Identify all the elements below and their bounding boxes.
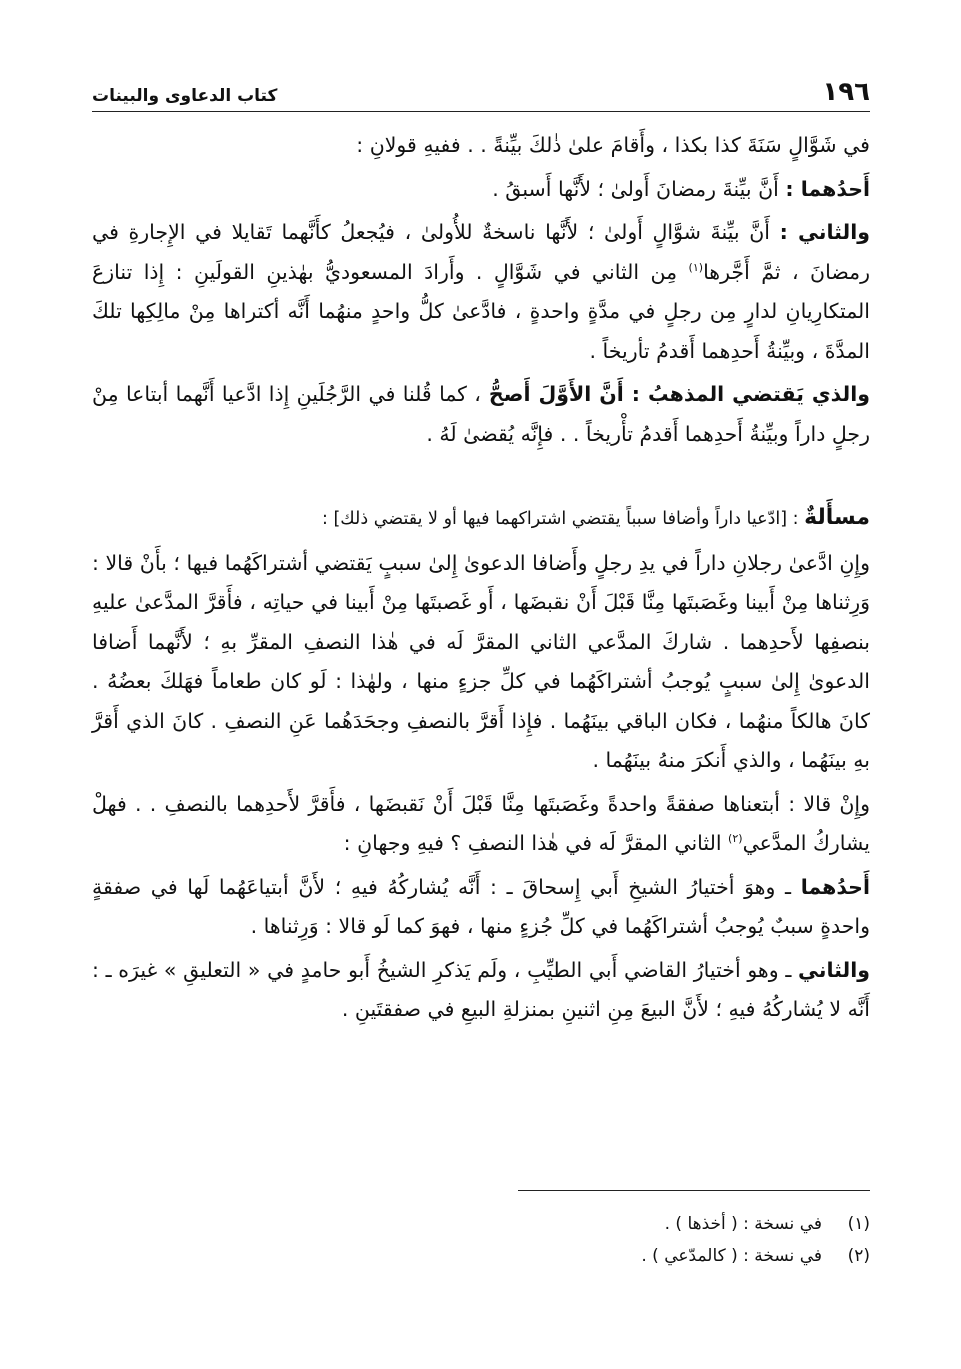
paragraph-text: مِن الثاني في شَوَّالٍ . وأَرادَ المسعوديُّ بهٰذينِ القولَينِ : إِذا تنازعَ المتكارِيانِ لدارٍ مِن رجلٍ في مدَّةٍ واحدةٍ ، فادَّعىٰ كلُّ واحدٍ منهُما أَنَّه أكتراها مِنْ مالِكِها تلكَ المدَّةَ ، وبيِّنةُ أَحدِهما أَقدمُ تأريخاً .	[92, 259, 870, 363]
paragraph	[92, 126, 870, 166]
paragraph	[92, 951, 870, 1030]
paragraph-text: الثاني المقرَّ لَه في هٰذا النصفِ ؟ فيهِ وجهانِ :	[343, 831, 729, 855]
paragraph-text: أَنَّ بيِّنةَ رمضانَ أَولىٰ ؛ لأَنَّها أَسبقُ .	[492, 176, 786, 201]
footnote-number: (١)	[847, 1214, 870, 1234]
footnote-divider	[518, 1190, 870, 1191]
footnote	[92, 1240, 870, 1272]
paragraph	[92, 213, 870, 371]
paragraph-text: أَنَّ بيِّنةَ شوَّالٍ أَولىٰ ؛ لأَنَّها ناسخةٌ للأُولىٰ ، فيُجعلُ كأَنَّهما تَقايلا في الإِجارةِ في رمضانَ ، ثمَّ أَجَّرها	[92, 220, 870, 284]
footnotes	[92, 1208, 870, 1272]
masala-title: : [ادّعيا داراً وأضافا سبباً يقتضي اشتراكهما فيها أو لا يقتضي ذلك] :	[322, 509, 805, 529]
paragraph-lead: والذي يَقتضي المذهبُ :	[631, 382, 870, 406]
footnote-ref: (١)	[688, 260, 704, 274]
footnote-text: في نسخة : ( كالمدّعي ) .	[641, 1246, 822, 1266]
paragraph	[92, 170, 870, 210]
footnote	[92, 1208, 870, 1240]
paragraph-text: وإِنْ قالا : أبتعناها صفقةً واحدةً وغَصَبتَها مِنَّا قَبْلَ أَنْ نَقبضَها ، فأَقرَّ لأَحدِهما بالنصفِ . . فهلْ يشاركُ المدَّعي	[92, 791, 870, 855]
paragraph-lead: أَحدُهما :	[785, 176, 870, 201]
paragraph	[92, 868, 870, 947]
paragraph-text: ـ وهو أختيارُ القاضي أَبي الطيِّبِ ، ولَم يَذكرِ الشيخُ أَبو حامدٍ في « التعليقِ » غيرَه ـ : أَنَّه لا يُشاركُهُ فيهِ ؛ لأَنَّ البيعَ مِنِ اثنينِ بمنزلةِ البيعِ في صفقتَينِ .	[92, 957, 870, 1021]
section-heading	[92, 498, 870, 540]
paragraph-bold: أَنَّ الأَوَّلَ أَصحُّ	[480, 382, 632, 406]
paragraph-lead: والثاني	[798, 957, 870, 982]
footnote-ref: (٢)	[728, 832, 743, 846]
paragraph-text: في شَوَّالٍ سَنَةَ كذا بكذا ، وأَقامَ علىٰ ذٰلكَ بيِّنةً . . ففيهِ قولانِ :	[356, 133, 870, 157]
footnote-number: (٢)	[847, 1246, 870, 1266]
paragraph-lead: أَحدُهما	[800, 874, 870, 899]
paragraph-text: ـ وهوَ أختيارُ الشيخِ أَبي إِسحاقَ ـ : أَنَّه يُشاركُهُ فيهِ ؛ لأَنَّ أبتياعَهُما لَها في صفقةٍ واحدةٍ سببٌ يُوجبُ أشتراكَهُما في كلِّ جُزءٍ منها ، فهوَ كما لَو قالا : وَرِثناها .	[92, 874, 870, 938]
masala-label: مسأَلةٌ	[804, 505, 870, 530]
running-header	[92, 68, 870, 112]
paragraph	[92, 544, 870, 781]
footnote-text: في نسخة : ( أخذها ) .	[664, 1214, 822, 1234]
paragraph	[92, 785, 870, 864]
paragraph-text: ، كما قُلنا في الرَّجُلَينِ إِذا ادَّعيا أَنَّهما أبتاعا مِنْ رجلٍ داراً وبيِّنةُ أَحدِهما أَقدمُ تأْريخاً . . فإِنَّه يُقضىٰ لَهُ .	[92, 382, 870, 446]
book-title: كتاب الدعاوى والبينات	[92, 86, 278, 106]
page-number: ١٩٦	[822, 77, 870, 107]
main-text	[92, 126, 870, 1030]
section-gap	[92, 458, 870, 498]
paragraph-text: وإِنِ ادَّعىٰ رجلانِ داراً في يدِ رجلٍ وأَضافا الدعوىٰ إِلىٰ سببٍ يَقتضي أشتراكَهُما فيها ؛ بأَنْ قالا : وَرِثناها مِنْ أَبينا وغَصَبتَها مِنَّا قَبْلَ أَنْ نقبضَها ، أَو غَصبتَها مِنْ أَبينا في حياتِه ، فأَقرَّ المدَّعىٰ عليهِ بنصفِها لأَحدِهما . شاركَ المدَّعي الثاني المقرَّ لَه في هٰذا النصفِ المقرِّ بهِ ؛ لأَنَّهما أَضافا الدعوىٰ إِلىٰ سببٍ يُوجبُ أشتراكَهُما في كلِّ جزءٍ منها ، ولهٰذا : لَو كان طعاماً فهَلكَ بعضُهُ . كانَ هالكاً منهُما ، فكان الباقي بينَهُما . فإِذا أَقرَّ بالنصفِ وجحَدَهُما عَنِ النصفِ . كانَ الذي أَقرَّ بهِ بينَهُما ، والذي أَنكرَ منهُ بينَهُما .	[92, 550, 870, 772]
book-page	[92, 68, 870, 1348]
paragraph	[92, 375, 870, 454]
paragraph-lead: والثاني :	[779, 220, 870, 244]
